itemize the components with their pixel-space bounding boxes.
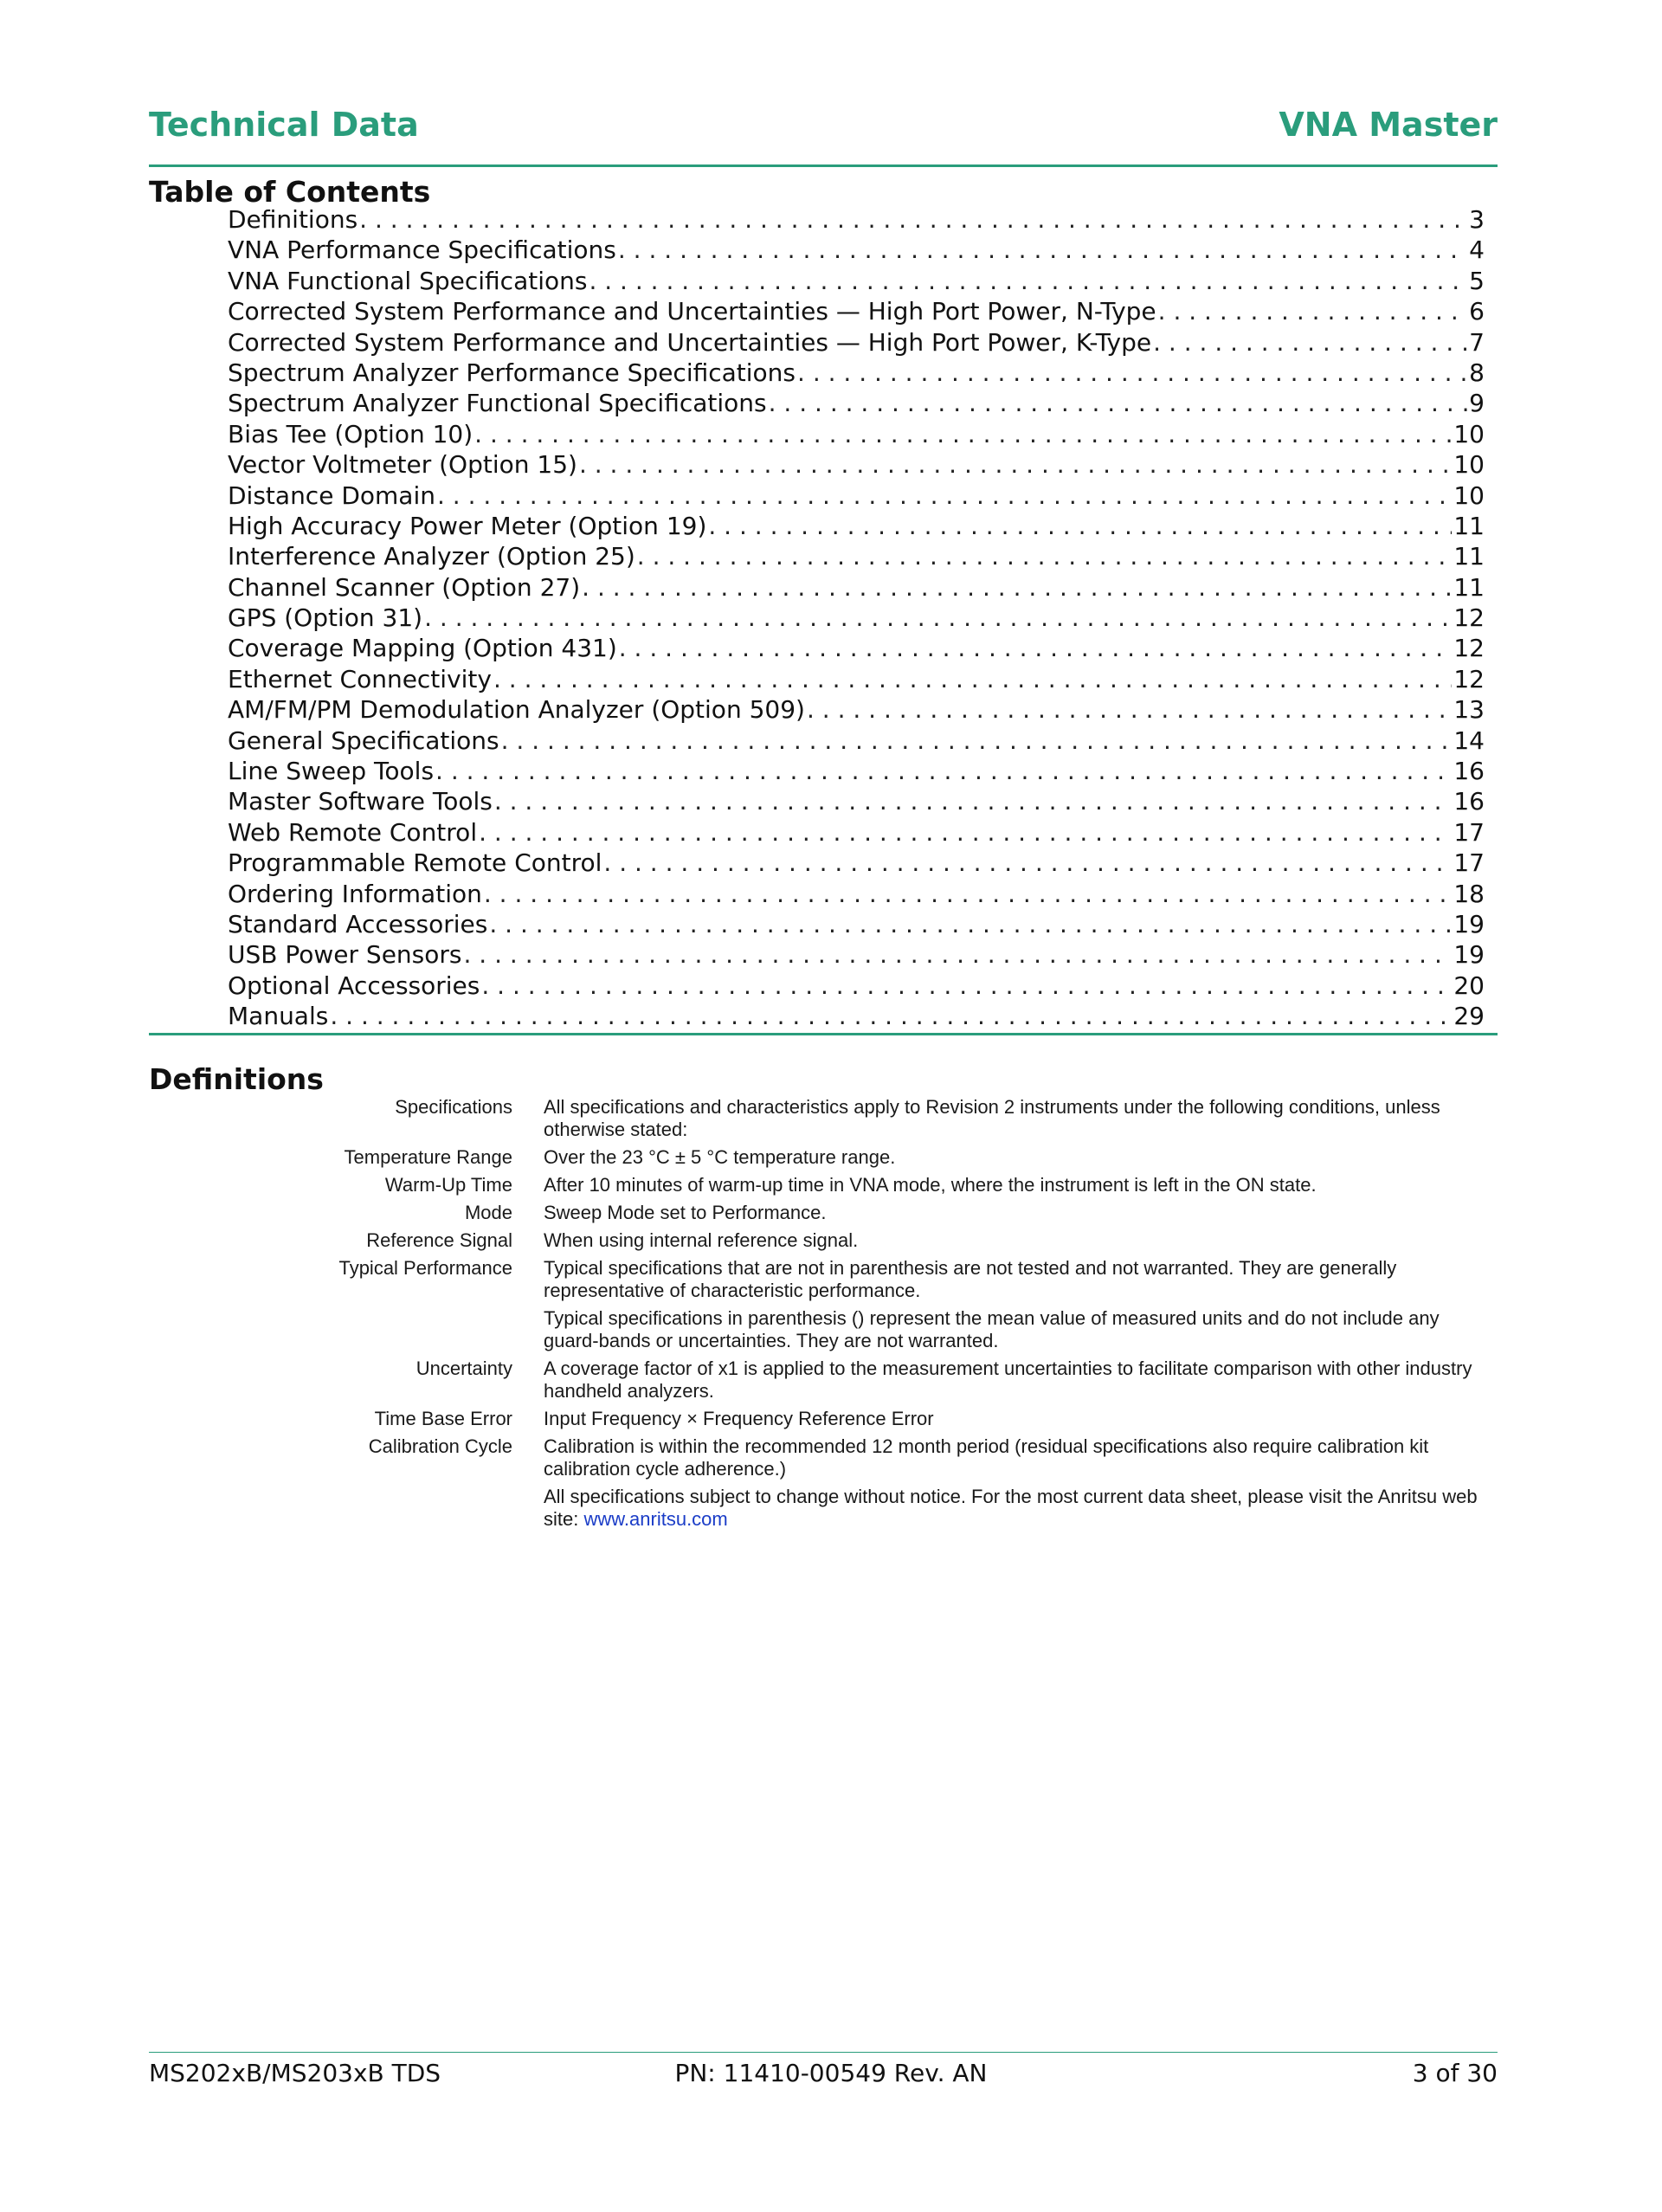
toc-dot-leader	[464, 939, 1453, 970]
toc-entry[interactable]	[228, 511, 1485, 541]
toc-dot-leader	[582, 572, 1452, 603]
toc-entry[interactable]	[228, 541, 1485, 571]
toc-entry-page: 13	[1453, 695, 1485, 725]
toc-dot-leader	[618, 235, 1467, 265]
toc-dot-leader	[637, 541, 1453, 571]
toc-entry-title: Bias Tee (Option 10)	[228, 419, 473, 448]
toc-entry-page: 11	[1453, 572, 1485, 602]
toc-entry-title: Vector Voltmeter (Option 15)	[228, 450, 577, 480]
toc-dot-leader	[493, 664, 1452, 694]
toc-entry[interactable]	[228, 633, 1485, 663]
toc-entry[interactable]	[228, 694, 1485, 725]
definition-term: Temperature Range	[344, 1146, 512, 1168]
definition-term	[149, 1307, 544, 1352]
toc-entry[interactable]	[228, 358, 1485, 388]
toc-entry-page: 12	[1453, 603, 1485, 633]
toc-entry-title: GPS (Option 31)	[228, 603, 423, 633]
definition-description: Typical specifications in parenthesis () represent the mean value of measured units and do not include any guard-bands or uncertainties. They are not warranted.	[544, 1307, 1440, 1351]
toc-entry-page: 17	[1453, 817, 1485, 847]
definitions-list	[149, 1096, 1499, 1536]
toc-entry[interactable]	[228, 879, 1485, 909]
definition-description: Typical specifications that are not in parenthesis are not tested and not warranted. They are generally representative of characteristic performance.	[544, 1257, 1397, 1301]
toc-entry-page: 18	[1453, 879, 1485, 908]
toc-entry-title: Programmable Remote Control	[228, 848, 602, 878]
toc-entry[interactable]	[228, 817, 1485, 848]
toc-dot-leader	[479, 817, 1452, 848]
definition-row	[149, 1358, 1499, 1403]
toc-entry-page: 10	[1453, 450, 1485, 480]
footer-divider	[149, 2052, 1498, 2053]
toc-entry-page: 12	[1453, 634, 1485, 663]
toc-dot-leader	[437, 480, 1452, 511]
definition-row-notice	[149, 1486, 1499, 1531]
toc-entry-page: 10	[1453, 480, 1485, 510]
toc-entry[interactable]	[228, 204, 1485, 235]
definition-row	[149, 1202, 1499, 1224]
toc-entry-page: 3	[1469, 205, 1485, 234]
toc-dot-leader	[435, 756, 1452, 786]
toc-entry[interactable]	[228, 939, 1485, 970]
toc-entry-page: 7	[1469, 327, 1485, 357]
definition-row	[149, 1408, 1499, 1430]
toc-entry-title: General Specifications	[228, 726, 499, 755]
toc-dot-leader	[1158, 296, 1468, 326]
toc-entry-title: Corrected System Performance and Uncertainties — High Port Power, N-Type	[228, 297, 1156, 326]
definition-row	[149, 1435, 1499, 1480]
toc-dot-leader	[807, 694, 1452, 725]
toc-entry-page: 20	[1453, 971, 1485, 1000]
toc-entry[interactable]	[228, 909, 1485, 939]
toc-dot-leader	[484, 879, 1453, 909]
toc-entry[interactable]	[228, 388, 1485, 418]
toc-entry-page: 19	[1453, 909, 1485, 938]
toc-entry[interactable]	[228, 756, 1485, 786]
definition-row	[149, 1096, 1499, 1141]
toc-entry-page: 10	[1453, 419, 1485, 448]
toc-entry[interactable]	[228, 235, 1485, 265]
toc-dot-leader	[603, 848, 1452, 878]
definition-description: When using internal reference signal.	[544, 1229, 859, 1251]
toc-entry-title: Interference Analyzer (Option 25)	[228, 542, 635, 571]
definition-term: Specifications	[395, 1096, 512, 1118]
toc-entry-title: Ordering Information	[228, 879, 482, 908]
toc-entry-title: VNA Functional Specifications	[228, 266, 588, 295]
toc-entry-page: 16	[1453, 787, 1485, 816]
toc-entry[interactable]	[228, 971, 1485, 1001]
toc-dot-leader	[494, 786, 1453, 816]
toc-entry-title: Corrected System Performance and Uncertainties — High Port Power, K-Type	[228, 327, 1152, 357]
toc-dot-leader	[489, 909, 1452, 939]
toc-entry-page: 11	[1453, 542, 1485, 571]
definition-description: Sweep Mode set to Performance.	[544, 1202, 827, 1223]
definition-term-empty	[149, 1486, 544, 1531]
toc-entry-page: 9	[1469, 389, 1485, 418]
toc-dot-leader	[1153, 327, 1467, 358]
definition-term: Time Base Error	[374, 1408, 512, 1429]
definition-row	[149, 1307, 1499, 1352]
toc-entry-title: High Accuracy Power Meter (Option 19)	[228, 511, 707, 540]
definition-row	[149, 1146, 1499, 1169]
toc-entry-title: Master Software Tools	[228, 787, 493, 816]
definition-row	[149, 1257, 1499, 1302]
toc-entry-title: AM/FM/PM Demodulation Analyzer (Option 509)	[228, 695, 805, 725]
section-divider	[149, 1033, 1498, 1035]
toc-entry-page: 6	[1469, 297, 1485, 326]
toc-dot-leader	[708, 511, 1452, 541]
toc-entry-title: Optional Accessories	[228, 971, 480, 1000]
toc-entry-page: 5	[1469, 266, 1485, 295]
toc-entry-page: 19	[1453, 940, 1485, 970]
definition-row	[149, 1174, 1499, 1196]
toc-entry-page: 8	[1469, 358, 1485, 387]
toc-entry-title: Spectrum Analyzer Functional Specifications	[228, 389, 767, 418]
toc-entry-title: Spectrum Analyzer Performance Specifications	[228, 358, 796, 387]
toc-entry-title: VNA Performance Specifications	[228, 235, 616, 265]
toc-dot-leader	[481, 971, 1452, 1001]
toc-entry-title: USB Power Sensors	[228, 940, 462, 970]
toc-entry-page: 17	[1453, 848, 1485, 878]
footer-document-name: MS202xB/MS203xB TDS	[149, 2059, 441, 2087]
notice-description	[544, 1486, 1499, 1531]
toc-entry[interactable]	[228, 419, 1485, 449]
toc-dot-leader	[474, 419, 1452, 449]
toc-entry-title: Definitions	[228, 205, 358, 234]
toc-entry-title: Coverage Mapping (Option 431)	[228, 634, 617, 663]
toc-entry-title: Distance Domain	[228, 480, 435, 510]
toc-entry[interactable]	[228, 603, 1485, 633]
definition-term: Mode	[464, 1202, 512, 1223]
toc-dot-leader	[501, 726, 1453, 756]
toc-entry-page: 14	[1453, 726, 1485, 755]
toc-entry[interactable]	[228, 480, 1485, 511]
footer-part-number: PN: 11410-00549 Rev. AN	[674, 2059, 988, 2087]
toc-entry[interactable]	[228, 726, 1485, 756]
toc-entry-page: 16	[1453, 757, 1485, 786]
toc-dot-leader	[579, 449, 1452, 480]
toc-heading: Table of Contents	[149, 175, 431, 209]
definition-row	[149, 1229, 1499, 1252]
definition-description: Input Frequency × Frequency Reference Error	[544, 1408, 934, 1429]
toc-entry[interactable]	[228, 848, 1485, 878]
definition-term: Reference Signal	[366, 1229, 512, 1251]
toc-entry-page: 4	[1469, 235, 1485, 265]
definition-description: A coverage factor of x1 is applied to the measurement uncertainties to facilitate comparison with other industry handheld analyzers.	[544, 1358, 1472, 1402]
definition-term: Uncertainty	[416, 1358, 512, 1379]
product-name: VNA Master	[1279, 106, 1498, 144]
definition-term: Warm-Up Time	[384, 1174, 512, 1196]
document-type-title: Technical Data	[149, 106, 419, 144]
definitions-heading: Definitions	[149, 1062, 324, 1096]
toc-entry[interactable]	[228, 296, 1485, 326]
page-header	[149, 102, 1498, 167]
toc-entry[interactable]	[228, 786, 1485, 816]
toc-entry-title: Ethernet Connectivity	[228, 664, 492, 693]
toc-entry-title: Line Sweep Tools	[228, 757, 435, 786]
toc-dot-leader	[797, 358, 1467, 388]
toc-dot-leader	[769, 388, 1468, 418]
toc-entry-page: 11	[1453, 511, 1485, 540]
definition-term: Typical Performance	[338, 1257, 512, 1279]
toc-entry[interactable]	[228, 572, 1485, 603]
footer-page-number: 3 of 30	[1412, 2059, 1498, 2087]
definition-description: Over the 23 °C ± 5 °C temperature range.	[544, 1146, 896, 1168]
toc-entry-page: 29	[1453, 1002, 1485, 1031]
toc-entry-title: Manuals	[228, 1002, 329, 1031]
toc-dot-leader	[589, 266, 1467, 296]
anritsu-website-link[interactable]: www.anritsu.com	[583, 1508, 728, 1530]
toc-dot-leader	[359, 204, 1467, 235]
definition-term: Calibration Cycle	[368, 1435, 512, 1457]
toc-entry-title: Web Remote Control	[228, 817, 478, 847]
table-of-contents	[228, 204, 1485, 1032]
definition-description: Calibration is within the recommended 12 month period (residual specifications also require calibration kit calibration cycle adherence.)	[544, 1435, 1429, 1480]
toc-dot-leader	[619, 633, 1453, 663]
toc-dot-leader	[330, 1001, 1452, 1031]
toc-entry-page: 12	[1453, 664, 1485, 693]
toc-dot-leader	[424, 603, 1452, 633]
toc-entry-title: Standard Accessories	[228, 909, 488, 938]
toc-entry-title: Channel Scanner (Option 27)	[228, 572, 581, 602]
toc-entry[interactable]	[228, 1001, 1485, 1031]
toc-entry[interactable]	[228, 266, 1485, 296]
toc-entry[interactable]	[228, 327, 1485, 358]
notice-text: All specifications subject to change without notice. For the most current data sheet, please visit the Anritsu web site:	[544, 1486, 1478, 1530]
toc-entry[interactable]	[228, 449, 1485, 480]
definition-description: All specifications and characteristics apply to Revision 2 instruments under the following conditions, unless otherwise stated:	[544, 1096, 1440, 1140]
toc-entry[interactable]	[228, 664, 1485, 694]
definition-description: After 10 minutes of warm-up time in VNA mode, where the instrument is left in the ON state.	[544, 1174, 1317, 1196]
